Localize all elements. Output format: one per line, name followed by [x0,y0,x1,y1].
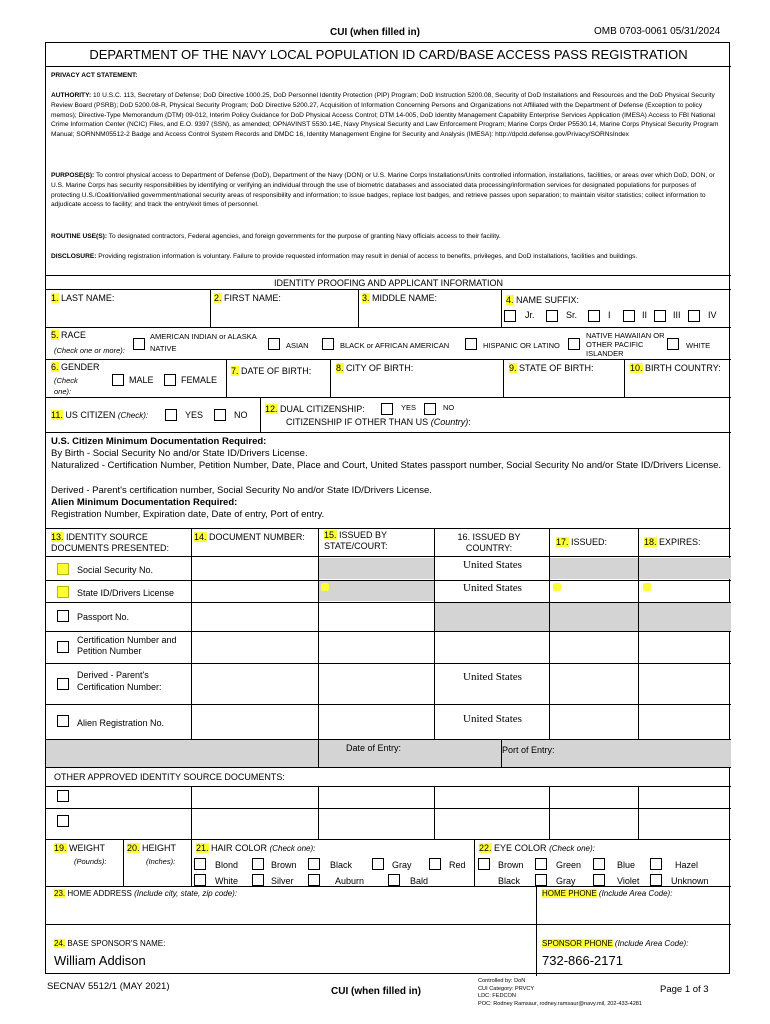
race-black-label: BLACK or AFRICAN AMERICAN [340,341,450,350]
sponsor-name-label: 24. BASE SPONSOR'S NAME: [54,939,166,948]
sponsor-name-value: William Addison [54,953,146,968]
date-of-entry-label: Date of Entry: [346,743,402,753]
eye-blue-checkbox[interactable] [593,858,605,870]
eye-violet-checkbox[interactable] [650,874,662,886]
identity-section-header [46,275,731,289]
col-issued-by-country: 16. ISSUED BY COUNTRY: [457,532,521,553]
hair-blond-label: Blond [215,860,239,870]
authority-block [51,91,726,140]
us-doc-derived: Derived - Parent's certification number, Social Security No and/or State ID/Drivers License. [51,485,432,496]
names-row [46,289,731,327]
height-hint: (Inches): [146,857,176,866]
suffix-sr-checkbox[interactable] [546,310,558,322]
passport-label: Passport No. [77,612,130,622]
eye-unknown-label: Unknown [671,876,709,886]
dob-label: 7. DATE OF BIRTH: [231,366,312,376]
race-white-checkbox[interactable] [667,338,679,350]
eye-brown-label: Brown [498,860,524,870]
us-citizen-no-checkbox[interactable] [214,409,226,421]
hair-brown-checkbox[interactable] [252,858,264,870]
identity-section-title: IDENTITY PROOFING AND APPLICANT INFORMATION [273,278,504,288]
form-id: SECNAV 5512/1 (MAY 2021) [47,981,170,992]
home-address-label: 23. HOME ADDRESS (Include city, state, zip code): [54,889,238,898]
other-doc-1-checkbox[interactable] [57,790,69,802]
us-citizen-yes-label: YES [185,410,204,420]
race-label: 5. RACE [51,330,87,340]
state-id-label: State ID/Drivers License [77,588,175,598]
docs-table-body [46,556,731,767]
gender-hint: (Check one): [54,376,78,396]
eye-green-checkbox[interactable] [535,858,547,870]
hair-auburn-label: Auburn [335,876,365,886]
birth-country-label: 10. BIRTH COUNTRY: [630,363,721,373]
other-citizenship-label: CITIZENSHIP IF OTHER THAN US (Country): [286,417,471,427]
suffix-iv-checkbox[interactable] [688,310,700,322]
purpose-text: To control physical access to Department of Defense (DoD), Department of the Navy (DON) or U.S. Marine Corps Installations/Units controlled information, installations, facilities, or areas over which DoD, DON, or U.S. Marine Corps has security responsibilities by identifying or verifying an individual through the use of biometric databases and associated data processing/information services for designated populations for purposes of protecting U.S./Coalition/allied government/national security areas of responsibility and information; to issue badges, replace lost badges, and retrieve passes upon separation; to maintain visitor statistics; collect information to adjudicate access to facility; and track the entry/exit times of personnel. [51,172,715,209]
routine-label: ROUTINE USE(S): [51,233,108,240]
dual-citizenship-label: 12. DUAL CITIZENSHIP: [265,404,365,414]
race-hawaiian-checkbox[interactable] [568,338,580,350]
city-of-birth-label: 8. CITY OF BIRTH: [336,363,414,373]
purpose-block [51,171,726,210]
ssn-label: Social Security No. [77,565,154,575]
port-of-entry-label: Port of Entry: [502,745,555,755]
eye-violet-label: Violet [617,876,640,886]
routine-text: To designated contractors, Federal agencies, and foreign governments for the purpose of granting Navy officials access to their facility. [108,233,501,240]
suffix-i-label: I [608,310,611,320]
suffix-jr-checkbox[interactable] [504,310,516,322]
eye-brown-checkbox[interactable] [478,858,490,870]
hair-black-label: Black [330,860,353,870]
col-identity-source: 13. IDENTITY SOURCE DOCUMENTS PRESENTED: [51,532,170,553]
race-hispanic-label: HISPANIC OR LATINO [483,341,560,350]
cui-designation-block [478,978,642,1008]
hair-red-label: Red [449,860,466,870]
us-citizen-yes-checkbox[interactable] [165,409,177,421]
alien-doc-text: Registration Number, Expiration date, Date of entry, Port of entry. [51,509,325,520]
dual-no-label: NO [443,403,455,412]
suffix-jr-label: Jr. [525,310,535,320]
ssn-country: United States [463,559,522,571]
gender-female-label: FEMALE [181,375,218,385]
race-american-indian-label: AMERICAN INDIAN or ALASKA NATIVE [150,332,257,353]
hair-black-checkbox[interactable] [308,858,320,870]
citizenship-row [46,397,731,432]
documentation-requirements [46,432,731,528]
gender-label: 6. GENDER [51,362,100,372]
us-doc-birth: By Birth - Social Security No and/or State ID/Drivers License. [51,448,308,459]
race-asian-label: ASIAN [286,341,309,350]
suffix-label: 4. NAME SUFFIX: [506,295,580,305]
physical-row [46,839,731,886]
suffix-iii-label: III [673,310,681,320]
hair-blond-checkbox[interactable] [194,858,206,870]
eye-hazel-checkbox[interactable] [650,858,662,870]
alien-doc-heading: Alien Minimum Documentation Required: [51,497,238,508]
height-label: 20. HEIGHT [127,843,177,853]
disclosure-label: DISCLOSURE: [51,253,97,260]
hair-white-checkbox[interactable] [194,874,206,886]
us-doc-naturalized: Naturalized - Certification Number, Petition Number, Date, Place and Court, United States passport number, Social Security No and/or State ID/Drivers License. [51,460,722,471]
birth-row [46,359,731,397]
dual-yes-label: YES [401,403,417,412]
dual-yes-checkbox[interactable] [381,403,393,415]
eye-color-label: 22. EYE COLOR (Check one): [479,843,595,853]
other-docs-label: OTHER APPROVED IDENTITY SOURCE DOCUMENTS: [54,772,285,782]
controlled-by: Controlled by: DoN [478,978,526,984]
registration-form [45,42,730,974]
passport-checkbox[interactable] [57,610,69,622]
suffix-sr-label: Sr. [566,310,578,320]
home-address-row [46,886,731,924]
hair-gray-checkbox[interactable] [372,858,384,870]
state-issued-marker [321,583,329,591]
hair-red-checkbox[interactable] [429,858,441,870]
race-hawaiian-label: NATIVE HAWAIIAN OR OTHER PACIFIC ISLANDER [586,331,665,358]
other-doc-2-checkbox[interactable] [57,815,69,827]
eye-gray-label: Gray [556,876,576,886]
authority-label: AUTHORITY: [51,92,92,99]
hair-white-label: White [215,876,239,886]
last-name-label: 1. LAST NAME: [51,293,115,303]
derived-checkbox[interactable] [57,678,69,690]
hair-silver-checkbox[interactable] [252,874,264,886]
col-document-number: 14. DOCUMENT NUMBER: [194,532,305,542]
suffix-ii-label: II [642,310,648,320]
hair-gray-label: Gray [392,860,412,870]
sponsor-phone-value: 732-866-2171 [542,953,623,968]
suffix-iii-checkbox[interactable] [654,310,666,322]
state-id-country: United States [463,582,522,594]
first-name-label: 2. FIRST NAME: [214,293,281,303]
alien-label: Alien Registration No. [77,718,165,728]
certification-checkbox[interactable] [57,641,69,653]
state-id-checkbox[interactable] [57,586,69,598]
poc: POC: Rodney Ramsaur, rodney.ramsaur@navy.mil, 202-433-4281 [478,1000,643,1007]
purpose-label: PURPOSE(S): [51,172,95,179]
race-black-checkbox[interactable] [322,338,334,350]
eye-blue-label: Blue [617,860,636,870]
derived-country: United States [463,671,522,683]
derived-label: Derived - Parent's Certification Number: [77,670,162,692]
other-docs [46,767,731,839]
docs-table-header [46,528,731,556]
sponsor-phone-label: SPONSOR PHONE (Include Area Code): [542,939,689,948]
gender-male-checkbox[interactable] [112,374,124,386]
us-citizen-label: 11. US CITIZEN (Check): [51,410,149,420]
ldc: LDC: FEDCON [478,993,516,999]
sponsor-row [46,924,731,975]
state-of-birth-label: 9. STATE OF BIRTH: [509,363,594,373]
us-citizen-no-label: NO [234,410,248,420]
suffix-ii-checkbox[interactable] [623,310,635,322]
ssn-checkbox[interactable] [57,563,69,575]
gender-female-checkbox[interactable] [164,374,176,386]
hair-bald-label: Bald [410,876,429,886]
eye-hazel-label: Hazel [675,860,699,870]
privacy-heading: PRIVACY ACT STATEMENT: [51,72,138,79]
expires-date-marker [643,583,651,591]
header-cui: CUI (when filled in) [330,27,420,38]
disclosure-text: Providing registration information is voluntary. Failure to provide requested information may result in denial of access to benefits, privileges, and DoD installations, facilities and buildings. [98,253,638,260]
gender-male-label: MALE [129,375,154,385]
authority-text: 10 U.S.C. 113, Secretary of Defense; DoD Directive 1000.25, DoD Personnel Identity Protection (PIP) Program; DoD Instruction 5200.08, Security of DoD Installations and Resources and the DoD Physical Security Review Board (PSRB); DoD 5200.08-R, Physical Security Program; DoD Directive 5200.27, Acquisition of Information Concerning Persons and Organizations not Affiliated with the Department of Defense (Exception to policy memos); Directive-Type Memorandum (DTM) 09-012, Interim Policy Guidance for DoD Physical Access Control; DTM 14-005, DoD Identity Management Capability Enterprise Services Application (IMESA) Access to FBI National Crime Information Center (NCIC) Files, and E.O. 9397 (SSN), as amended; OPNAVINST 5530.14E, Navy Physical Security and Law Enforcement Program; Marine Corps Order P5530.14, Marine Corps Physical Security Program Manual; SORNNM05512-2 Badge and Access Control System Records and DMDC 16, Identity Management Engine for Security and Analysis (IMESA): http://dpcld.defense.gov/Privacy/SORNsIndex [51,92,719,139]
race-asian-checkbox[interactable] [268,338,280,350]
hair-auburn-checkbox[interactable] [308,874,320,886]
suffix-iv-label: IV [708,310,717,320]
col-issued: 17. ISSUED: [556,537,608,547]
cui-category: CUI Category: PRVCY [478,985,535,992]
dual-no-checkbox[interactable] [424,403,436,415]
omb-number: OMB 0703-0061 05/31/2024 [594,26,721,37]
weight-hint: (Pounds): [74,857,107,866]
hair-silver-label: Silver [271,876,294,886]
home-phone-label: HOME PHONE (Include Area Code): [542,889,673,898]
middle-name-label: 3. MIDDLE NAME: [362,293,438,303]
race-hint: (Check one or more): [54,346,125,355]
eye-black-label: Black [498,876,521,886]
form-title: DEPARTMENT OF THE NAVY LOCAL POPULATION ID CARD/BASE ACCESS PASS REGISTRATION [46,43,731,67]
alien-checkbox[interactable] [57,715,69,727]
certification-label: Certification Number and Petition Number [77,635,177,656]
col-issued-by-state: 15. ISSUED BY STATE/COURT: [324,530,388,551]
weight-label: 19. WEIGHT [54,843,106,853]
routine-block [51,232,726,242]
hair-color-label: 21. HAIR COLOR (Check one): [196,843,316,853]
issued-date-marker [553,583,561,591]
hair-bald-checkbox[interactable] [388,874,400,886]
race-american-indian-checkbox[interactable] [133,338,145,350]
us-doc-heading: U.S. Citizen Minimum Documentation Required: [51,436,267,447]
race-hispanic-checkbox[interactable] [465,338,477,350]
hair-brown-label: Brown [271,860,297,870]
disclosure-block [51,252,726,262]
page-number: Page 1 of 3 [660,984,709,995]
race-white-label: WHITE [686,341,711,350]
alien-country: United States [463,713,522,725]
eye-green-label: Green [556,860,582,870]
footer-cui: CUI (when filled in) [331,986,421,997]
col-expires: 18. EXPIRES: [644,537,701,547]
suffix-i-checkbox[interactable] [588,310,600,322]
eye-black-checkbox[interactable] [535,874,547,886]
eye-gray-checkbox[interactable] [593,874,605,886]
race-row [46,327,731,359]
